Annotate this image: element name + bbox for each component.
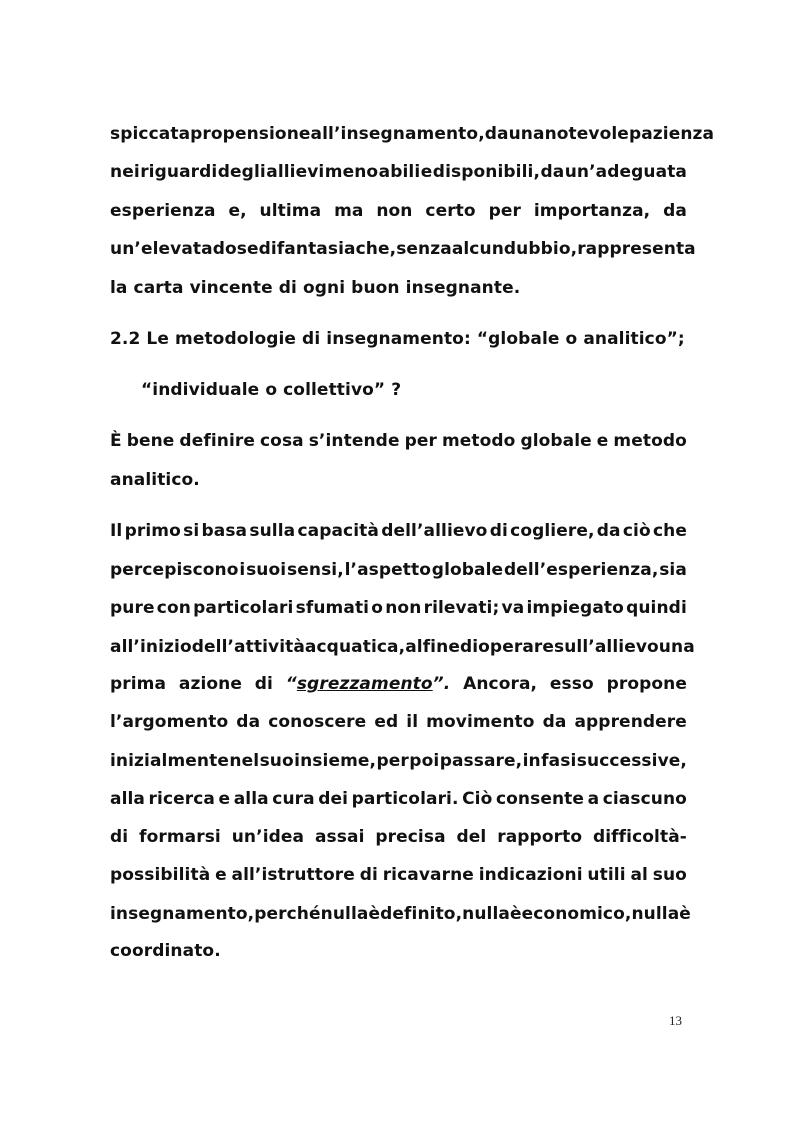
word: e — [215, 865, 227, 885]
text-line — [110, 903, 691, 925]
word: di — [459, 637, 479, 657]
text-line — [110, 123, 715, 145]
word: di — [254, 674, 273, 694]
word: ricavarne — [382, 865, 474, 885]
word: e — [596, 431, 609, 451]
word: dubbio, — [503, 239, 578, 259]
word: Ancora, — [463, 674, 538, 694]
word: l’aspetto — [344, 560, 431, 580]
text-line — [110, 673, 687, 695]
word: basa — [201, 521, 248, 541]
word: pazienza — [628, 124, 715, 144]
word: al — [405, 637, 423, 657]
word: insieme, — [294, 751, 377, 771]
word: dose — [212, 239, 259, 259]
word: per — [488, 201, 521, 221]
text-line — [110, 559, 687, 581]
word: rilevati; — [423, 598, 500, 618]
word: alla — [110, 789, 145, 809]
word: cosa — [259, 431, 304, 451]
text-line — [110, 430, 687, 452]
section-heading: 2.2 Le metodologie di insegnamento: “globale o analitico”; — [110, 329, 685, 349]
word: del — [456, 827, 487, 847]
word: disponibili, — [432, 162, 540, 182]
text-line — [110, 826, 687, 848]
word: dell’attività — [191, 637, 305, 657]
sgrezzamento-term: sgrezzamento — [296, 674, 433, 694]
word: Ciò — [462, 789, 493, 809]
word: ed — [374, 712, 399, 732]
page-number: 13 — [669, 1013, 682, 1028]
word: allievi — [266, 162, 325, 182]
word: riguardi — [140, 162, 218, 182]
word: o — [371, 598, 384, 618]
word: movimento — [426, 712, 535, 732]
word: l’argomento — [110, 712, 229, 732]
word: conoscere — [268, 712, 367, 732]
word: alla — [233, 789, 269, 809]
word: impiegato — [526, 598, 624, 618]
word: esso — [549, 674, 594, 694]
word: a — [587, 789, 600, 809]
word: di — [359, 865, 378, 885]
text-line — [110, 788, 687, 810]
word: suoi — [246, 560, 287, 580]
word: globale — [431, 560, 504, 580]
word: apprendere — [574, 712, 687, 732]
word: percepiscono — [110, 560, 239, 580]
word: precisa — [375, 827, 446, 847]
word: ciò — [622, 521, 651, 541]
word: è — [368, 904, 381, 924]
word: degli — [217, 162, 266, 182]
word: senza — [396, 239, 452, 259]
text-line: la carta vincente di ogni buon insegnante. — [110, 278, 521, 298]
word: metodo — [441, 431, 516, 451]
word: nulla — [631, 904, 680, 924]
word: abili — [378, 162, 421, 182]
word: che, — [355, 239, 397, 259]
word: da — [484, 124, 509, 144]
text-line — [110, 200, 687, 222]
word: il — [406, 712, 419, 732]
word: bene — [126, 431, 175, 451]
text-line — [110, 161, 687, 183]
word: fasi — [541, 751, 577, 771]
text-line — [110, 750, 687, 772]
word: sulla — [249, 521, 296, 541]
word: un’elevata — [110, 239, 213, 259]
word: in — [522, 751, 541, 771]
word: primo — [124, 521, 181, 541]
word: successive, — [576, 751, 687, 771]
word: È — [110, 431, 122, 451]
word: azione — [178, 674, 242, 694]
word: per — [404, 431, 437, 451]
word: esperienza — [110, 201, 216, 221]
quote-close: ”. — [432, 674, 451, 694]
word: globale — [520, 431, 592, 451]
word: metodo — [613, 431, 687, 451]
word: operare — [478, 637, 555, 657]
word: meno — [324, 162, 379, 182]
word: con — [156, 598, 191, 618]
word: notevole — [544, 124, 629, 144]
word: ciascuno — [602, 789, 687, 809]
word: che — [652, 521, 687, 541]
word: un’idea — [231, 827, 305, 847]
word: particolari — [193, 598, 294, 618]
word: sia — [659, 560, 687, 580]
word: nei — [110, 162, 140, 182]
word: sfumati — [295, 598, 370, 618]
word: rapporto — [497, 827, 583, 847]
word: definire — [179, 431, 255, 451]
word: e — [218, 789, 231, 809]
word: sull’allievo — [554, 637, 659, 657]
word: pure — [110, 598, 155, 618]
word: al — [630, 865, 648, 885]
word: cura — [272, 789, 315, 809]
word: dei — [318, 789, 349, 809]
word: una — [508, 124, 545, 144]
word: di — [110, 827, 129, 847]
word: utili — [587, 865, 626, 885]
word: fantasia — [276, 239, 356, 259]
word: perché — [254, 904, 321, 924]
text-line — [110, 711, 687, 733]
word: all’istruttore — [231, 865, 355, 885]
emphasized-term — [286, 673, 451, 695]
word: è — [509, 904, 522, 924]
word: cogliere, — [510, 521, 595, 541]
text-line — [110, 597, 687, 619]
word: capacità — [297, 521, 379, 541]
word: si — [183, 521, 200, 541]
word: suo — [652, 865, 687, 885]
word: indicazioni — [478, 865, 583, 885]
word: particolari. — [351, 789, 459, 809]
word: è — [679, 904, 691, 924]
word: e — [420, 162, 433, 182]
word: per — [376, 751, 409, 771]
word: nel — [229, 751, 260, 771]
word: passare, — [439, 751, 523, 771]
word: da — [236, 712, 261, 732]
word: assai — [314, 827, 365, 847]
text-line — [110, 636, 695, 658]
word: da — [596, 521, 621, 541]
word: poi — [409, 751, 440, 771]
word: prima — [110, 674, 167, 694]
text-line: analitico. — [110, 470, 200, 490]
word: dell’allievo — [381, 521, 488, 541]
text-line: coordinato. — [110, 941, 221, 961]
word: non — [385, 598, 422, 618]
word: da — [542, 712, 567, 732]
word: inizialmente — [110, 751, 229, 771]
word: certo — [425, 201, 476, 221]
word: propensione — [190, 124, 311, 144]
word: insegnamento, — [110, 904, 255, 924]
word: sensi, — [287, 560, 344, 580]
word: difficoltà- — [592, 827, 687, 847]
word: non — [376, 201, 413, 221]
word: nulla — [320, 904, 369, 924]
word: di — [258, 239, 277, 259]
word: all’inizio — [110, 637, 192, 657]
word: un’adeguata — [564, 162, 687, 182]
word: suo — [259, 751, 294, 771]
word: importanza, — [533, 201, 651, 221]
word: dell’esperienza, — [503, 560, 659, 580]
word: definito, — [380, 904, 463, 924]
word: all’insegnamento, — [310, 124, 485, 144]
word: da — [663, 201, 687, 221]
word: spiccata — [110, 124, 191, 144]
word: da — [540, 162, 565, 182]
word: i — [239, 560, 246, 580]
word: una — [658, 637, 695, 657]
word: economico, — [521, 904, 632, 924]
text-line — [110, 520, 687, 542]
quote-open: “ — [285, 674, 297, 694]
word: e, — [228, 201, 247, 221]
word: propone — [606, 674, 687, 694]
word: rappresenta — [577, 239, 696, 259]
word: fine — [422, 637, 460, 657]
word: va — [501, 598, 525, 618]
word: s’intende — [308, 431, 400, 451]
word: possibilità — [110, 865, 211, 885]
text-line — [110, 238, 696, 260]
word: formarsi — [139, 827, 221, 847]
word: quindi — [626, 598, 687, 618]
text-line — [110, 864, 687, 886]
word: consente — [495, 789, 585, 809]
word: di — [489, 521, 508, 541]
word: acquatica, — [304, 637, 406, 657]
word: nulla — [462, 904, 510, 924]
word: ma — [334, 201, 364, 221]
word: ricerca — [148, 789, 215, 809]
word: alcun — [451, 239, 504, 259]
word: ultima — [259, 201, 322, 221]
word: Il — [110, 521, 123, 541]
section-heading-continued: “individuale o collettivo” ? — [141, 380, 402, 400]
